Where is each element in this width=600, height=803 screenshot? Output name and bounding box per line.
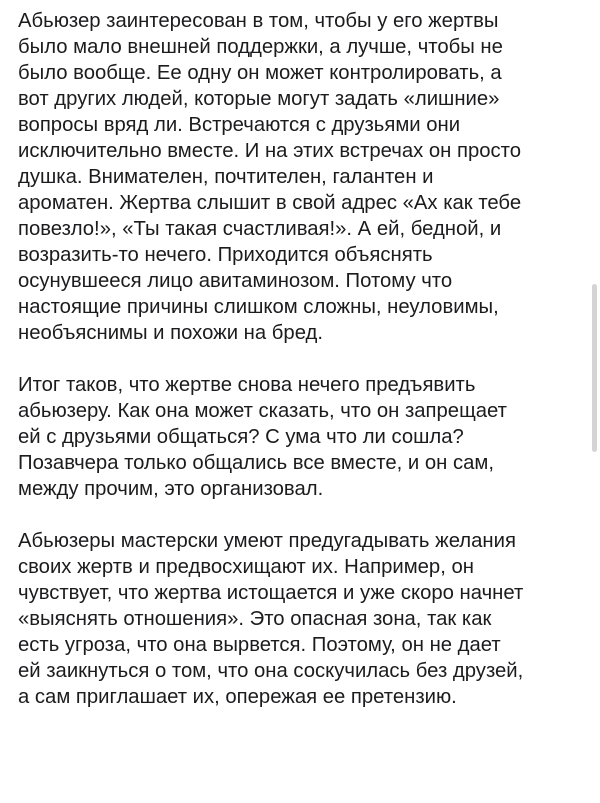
text-line: было вообще. Ее одну он может контролировать, а	[18, 62, 502, 84]
text-line: возразить-то нечего. Приходится объяснять	[18, 244, 433, 266]
text-line: настоящие причины слишком сложны, неуловимы,	[18, 296, 499, 318]
text-line: абьюзеру. Как она может сказать, что он запрещает	[18, 400, 507, 422]
text-line: между прочим, это организовал.	[18, 478, 324, 500]
text-line: повезло!», «Ты такая счастливая!». А ей, бедной, и	[18, 218, 502, 240]
article-body	[18, 8, 584, 736]
paragraph-1	[18, 8, 584, 346]
text-line: а сам приглашает их, опережая ее претензию.	[18, 686, 457, 708]
text-line: Позавчера только общались все вместе, и он сам,	[18, 452, 494, 474]
scrollbar-thumb[interactable]	[592, 284, 597, 452]
text-line: Абьюзеры мастерски умеют предугадывать желания	[18, 530, 516, 552]
text-line: «выяснять отношения». Это опасная зона, так как	[18, 608, 492, 630]
text-line: Итог таков, что жертве снова нечего предъявить	[18, 374, 476, 396]
text-line: ароматен. Жертва слышит в свой адрес «Ах как тебе	[18, 192, 522, 214]
text-line: необъяснимы и похожи на бред.	[18, 322, 323, 344]
text-line: было мало внешней поддержки, а лучше, чтобы не	[18, 36, 503, 58]
text-line: осунувшееся лицо авитаминозом. Потому что	[18, 270, 453, 292]
text-line: своих жертв и предвосхищают их. Например, он	[18, 556, 474, 578]
text-line: вопросы вряд ли. Встречаются с друзьями они	[18, 114, 461, 136]
text-line: ей заикнуться о том, что она соскучилась без друзей,	[18, 660, 524, 682]
text-line: Абьюзер заинтересован в том, чтобы у его жертвы	[18, 10, 499, 32]
text-line: вот других людей, которые могут задать «лишние»	[18, 88, 500, 110]
paragraph-2	[18, 372, 584, 502]
text-line: чувствует, что жертва истощается и уже скоро начнет	[18, 582, 524, 604]
text-line: есть угроза, что она вырвется. Поэтому, он не дает	[18, 634, 501, 656]
text-line: исключительно вместе. И на этих встречах он просто	[18, 140, 522, 162]
text-line: ей с друзьями общаться? С ума что ли сошла?	[18, 426, 464, 448]
paragraph-3	[18, 528, 584, 710]
text-line: душка. Внимателен, почтителен, галантен и	[18, 166, 434, 188]
